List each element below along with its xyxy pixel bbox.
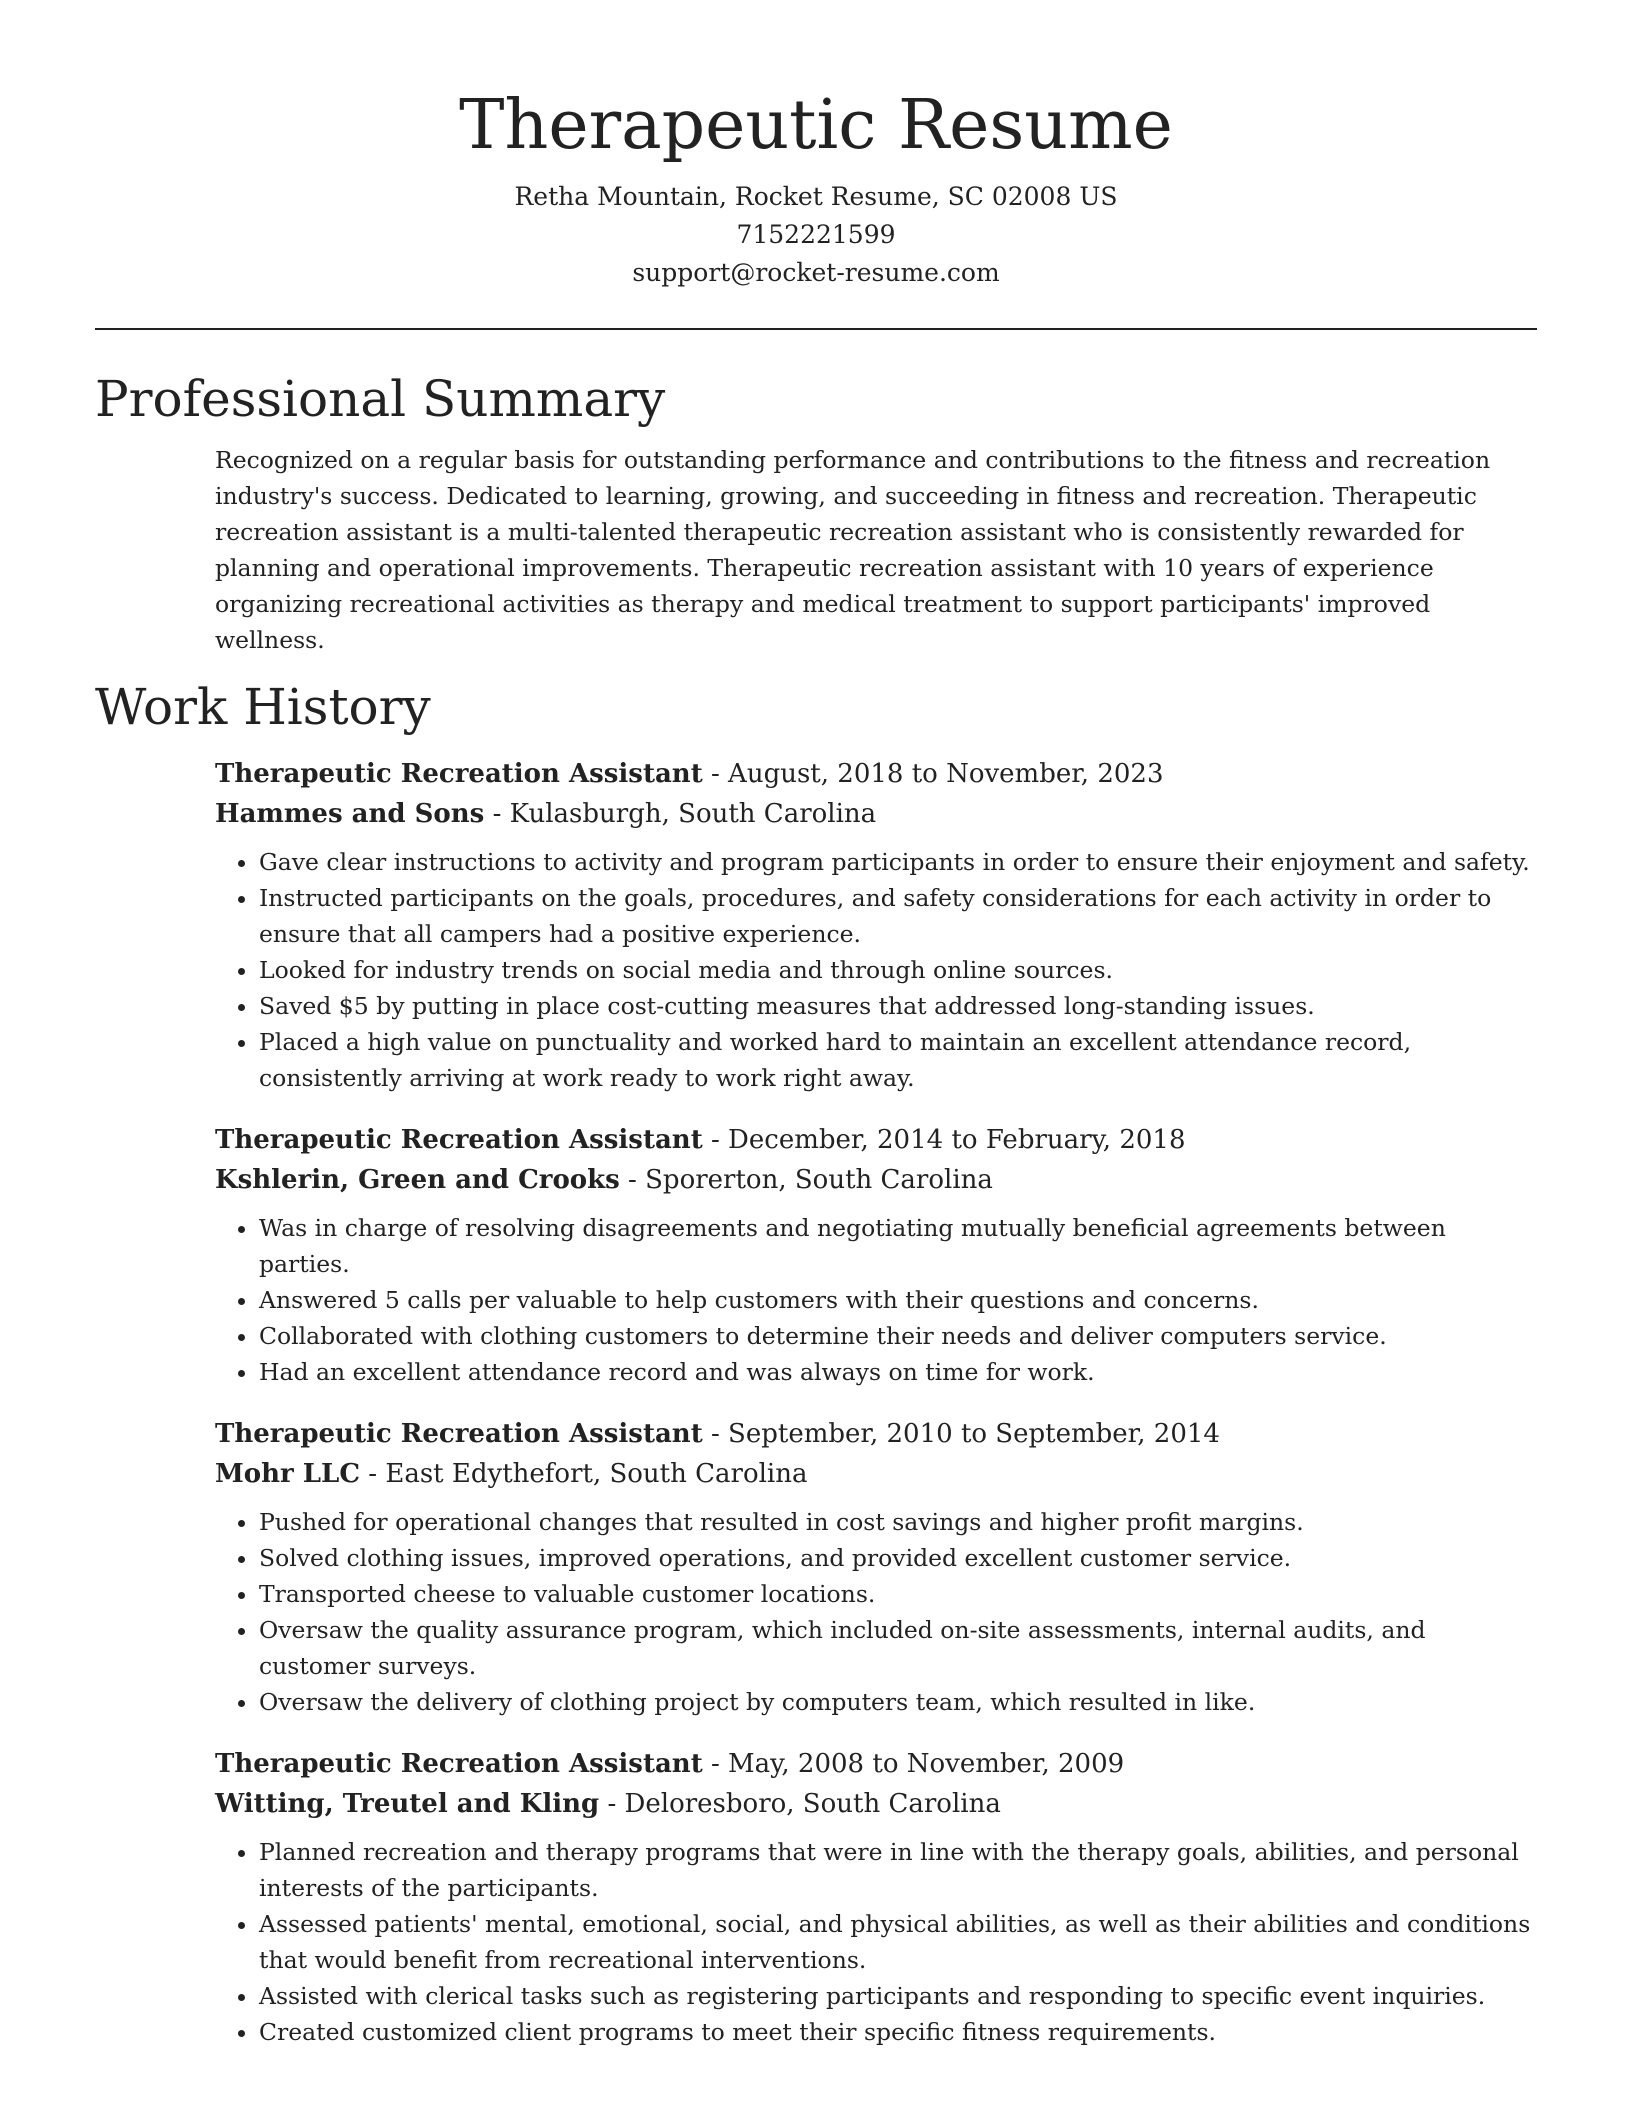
job-title: Therapeutic Recreation Assistant — [215, 1749, 703, 1779]
job-title: Therapeutic Recreation Assistant — [215, 759, 703, 789]
header-divider — [95, 328, 1537, 330]
job-company-line — [215, 1454, 1537, 1494]
job-bullet: • Created customized client programs to meet their specific fitness requirements. — [259, 2014, 1537, 2050]
job-bullet: • Saved $5 by putting in place cost-cutting measures that addressed long-standing issues. — [259, 988, 1537, 1024]
job-location: Sporerton, South Carolina — [645, 1165, 993, 1195]
job-bullets — [215, 1504, 1537, 1720]
job-bullet: • Assessed patients' mental, emotional, social, and physical abilities, as well as their abilities and conditions that would benefit from recreational interventions. — [259, 1906, 1537, 1978]
job-location: Kulasburgh, South Carolina — [509, 799, 877, 829]
job-bullet: • Placed a high value on punctuality and worked hard to maintain an excellent attendance record, consistently arriving at work ready to work right away. — [259, 1024, 1537, 1096]
contact-email: support@rocket-resume.com — [632, 258, 1000, 287]
job-company: Kshlerin, Green and Crooks — [215, 1165, 620, 1195]
job-entry — [215, 1414, 1537, 1720]
job-company-line — [215, 1784, 1537, 1824]
job-separator: - — [619, 1165, 646, 1195]
work-history-heading: Work History — [95, 678, 431, 736]
job-bullet: • Transported cheese to valuable customer locations. — [259, 1576, 1537, 1612]
job-separator: - — [702, 1125, 729, 1155]
job-separator: - — [702, 1419, 729, 1449]
job-entry — [215, 1744, 1537, 2050]
job-bullets — [215, 844, 1537, 1096]
job-company: Witting, Treutel and Kling — [215, 1789, 600, 1819]
resume-page — [95, 0, 1537, 2074]
job-bullet: • Assisted with clerical tasks such as registering participants and responding to specific event inquiries. — [259, 1978, 1537, 2014]
job-title: Therapeutic Recreation Assistant — [215, 1419, 703, 1449]
job-location: East Edythefort, South Carolina — [385, 1459, 808, 1489]
job-company: Mohr LLC — [215, 1459, 361, 1489]
job-title-line — [215, 754, 1537, 794]
job-dates: December, 2014 to February, 2018 — [728, 1125, 1186, 1155]
resume-name: Therapeutic Resume — [459, 86, 1173, 165]
job-bullet: • Planned recreation and therapy programs that were in line with the therapy goals, abilities, and personal interests of the participants. — [259, 1834, 1537, 1906]
contact-phone: 7152221599 — [736, 220, 896, 249]
job-separator: - — [484, 799, 510, 829]
job-dates: August, 2018 to November, 2023 — [728, 759, 1164, 789]
job-separator: - — [599, 1789, 625, 1819]
job-bullet: • Collaborated with clothing customers to determine their needs and deliver computers service. — [259, 1318, 1537, 1354]
summary-text: Recognized on a regular basis for outstanding performance and contributions to the fitness and recreation industry's success. Dedicated to learning, growing, and succeeding in fitness and recreation. Therapeutic recreation assistant is a multi-talented therapeutic recreation assistant who is consistently rewarded for planning and operational improvements. Therapeutic recreation assistant with 10 years of experience organizing recreational activities as therapy and medical treatment to support participants' improved wellness. — [215, 446, 1491, 654]
job-bullet: • Had an excellent attendance record and was always on time for work. — [259, 1354, 1537, 1390]
summary-heading: Professional Summary — [95, 370, 666, 428]
job-title-line — [215, 1120, 1537, 1160]
job-title-line — [215, 1414, 1537, 1454]
job-entry — [215, 754, 1537, 1096]
job-bullet: • Was in charge of resolving disagreements and negotiating mutually beneficial agreements between parties. — [259, 1210, 1537, 1282]
job-bullets — [215, 1834, 1537, 2050]
job-bullets — [215, 1210, 1537, 1390]
work-history-list — [215, 754, 1537, 2050]
job-bullet: • Oversaw the delivery of clothing project by computers team, which resulted in like. — [259, 1684, 1537, 1720]
job-bullet: • Looked for industry trends on social media and through online sources. — [259, 952, 1537, 988]
job-separator: - — [702, 759, 729, 789]
resume-header — [95, 0, 1537, 292]
job-bullet: • Oversaw the quality assurance program, which included on-site assessments, internal audits, and customer surveys. — [259, 1612, 1537, 1684]
job-location: Deloresboro, South Carolina — [624, 1789, 1001, 1819]
job-company-line — [215, 1160, 1537, 1200]
contact-address: Retha Mountain, Rocket Resume, SC 02008 US — [514, 182, 1118, 211]
job-company-line — [215, 794, 1537, 834]
job-dates: May, 2008 to November, 2009 — [728, 1749, 1125, 1779]
job-title-line — [215, 1744, 1537, 1784]
job-dates: September, 2010 to September, 2014 — [728, 1419, 1220, 1449]
job-bullet: • Solved clothing issues, improved operations, and provided excellent customer service. — [259, 1540, 1537, 1576]
job-bullet: • Gave clear instructions to activity and program participants in order to ensure their enjoyment and safety. — [259, 844, 1537, 880]
job-separator: - — [702, 1749, 729, 1779]
contact-block — [95, 178, 1537, 292]
job-title: Therapeutic Recreation Assistant — [215, 1125, 703, 1155]
job-separator: - — [360, 1459, 386, 1489]
job-entry — [215, 1120, 1537, 1390]
job-bullet: • Answered 5 calls per valuable to help customers with their questions and concerns. — [259, 1282, 1537, 1318]
job-bullet: • Pushed for operational changes that resulted in cost savings and higher profit margins. — [259, 1504, 1537, 1540]
job-bullet: • Instructed participants on the goals, procedures, and safety considerations for each activity in order to ensure that all campers had a positive experience. — [259, 880, 1537, 952]
job-company: Hammes and Sons — [215, 799, 485, 829]
